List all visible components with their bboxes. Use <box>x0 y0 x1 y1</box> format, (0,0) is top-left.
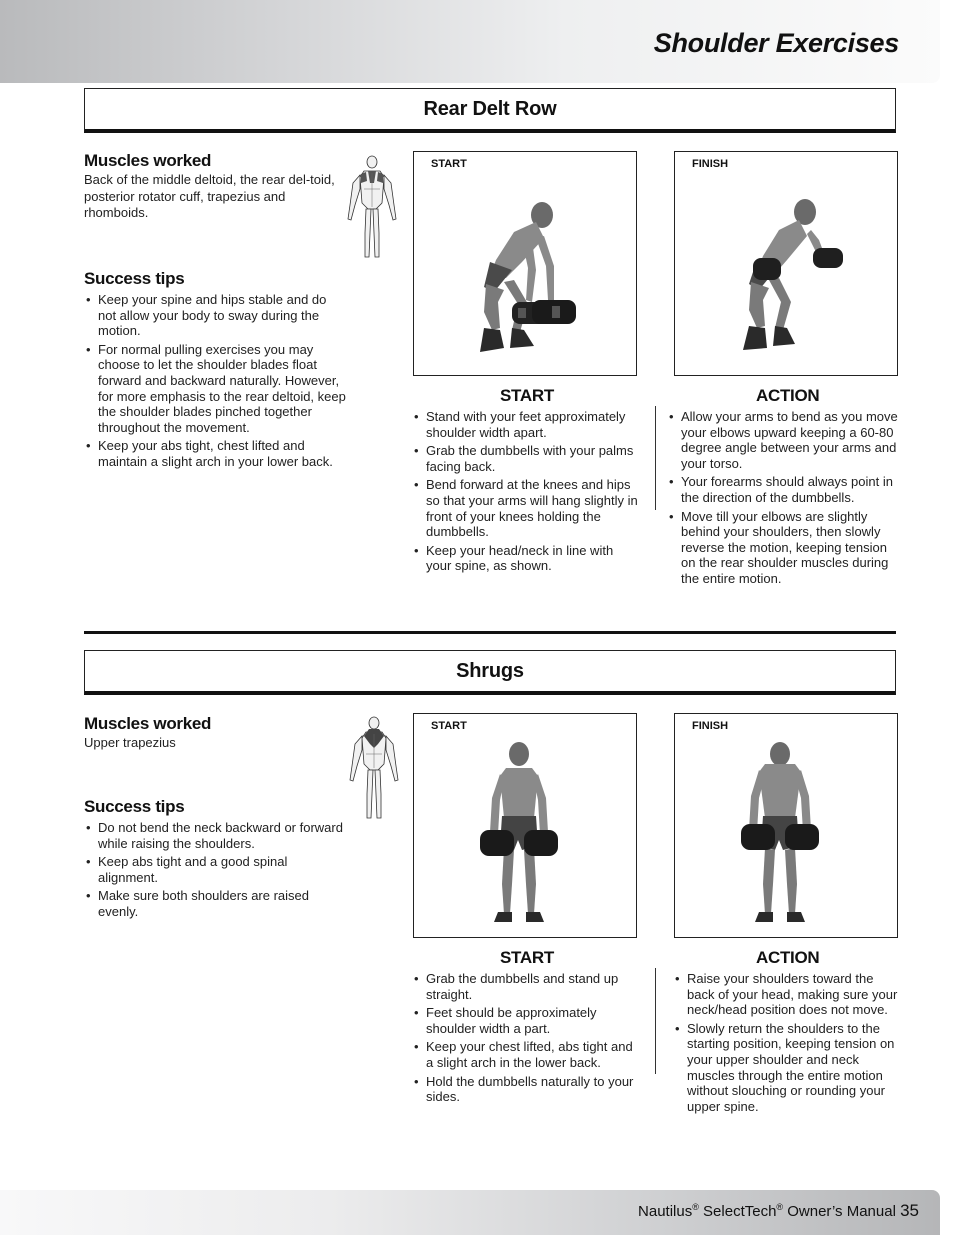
person-standing-icon <box>414 714 636 937</box>
list-item: • Move till your elbows are slightly behind your shoulders, then slowly reverse the motion, keeping tension on the rear shoulder muscles during the entire motion. <box>667 509 899 587</box>
footer-reg-mark: ® <box>776 1202 784 1212</box>
list-item: • Keep your abs tight, chest lifted and maintain a slight arch in your lower back. <box>84 438 346 469</box>
person-bent-over-icon <box>414 152 636 375</box>
photo-start <box>413 151 637 376</box>
photo-label: FINISH <box>692 158 729 170</box>
page-title: Shoulder Exercises <box>653 28 899 58</box>
section-title: Rear Delt Row <box>423 97 557 120</box>
footer <box>638 1201 919 1221</box>
list-item: • Keep your chest lifted, abs tight and a slight arch in the lower back. <box>412 1039 640 1070</box>
start-steps-list <box>412 409 640 577</box>
photo-finish <box>674 151 898 376</box>
section-title: Shrugs <box>456 659 524 682</box>
column-divider <box>655 968 656 1074</box>
section-banner-rear-delt-row <box>84 88 896 133</box>
muscles-worked-heading: Muscles worked <box>84 714 212 733</box>
photo-label: START <box>431 720 467 732</box>
list-item: • Bend forward at the knees and hips so that your arms will hang slightly in front of your knees holding the dumbbells. <box>412 477 640 539</box>
list-item: • Hold the dumbbells naturally to your sides. <box>412 1074 640 1105</box>
action-heading: ACTION <box>756 948 820 967</box>
footer-manual: Owner’s Manual <box>787 1203 896 1220</box>
success-tips-list <box>84 292 346 473</box>
list-item: • Grab the dumbbells with your palms facing back. <box>412 443 640 474</box>
page-number: 35 <box>900 1201 919 1220</box>
person-shrugging-icon <box>675 714 897 937</box>
list-item: • Raise your shoulders toward the back of your head, making sure your neck/head position does not move. <box>673 971 899 1018</box>
anatomy-figure-icon <box>346 153 398 263</box>
muscles-worked-heading: Muscles worked <box>84 151 212 170</box>
person-rowing-icon <box>675 152 897 375</box>
muscles-worked-text: Back of the middle deltoid, the rear del-toid, posterior rotator cuff, trapezius and rhomboids. <box>84 172 335 220</box>
list-item: • Allow your arms to bend as you move your elbows upward keeping a 60-80 degree angle between your arms and your torso. <box>667 409 899 471</box>
photo-label: START <box>431 158 467 170</box>
list-item: • Make sure both shoulders are raised evenly. <box>84 888 346 919</box>
list-item: • Keep your spine and hips stable and do not allow your body to sway during the motion. <box>84 292 346 339</box>
list-item: • Slowly return the shoulders to the starting position, keeping tension on your upper shoulder and neck muscles through the entire motion without slouching or rounding your upper spine. <box>673 1021 899 1115</box>
start-heading: START <box>500 386 554 405</box>
list-item: • For normal pulling exercises you may choose to let the shoulder blades float forward and backward naturally. However, for more emphasis to the rear deltoid, keep the shoulder blades pinched together throughout the movement. <box>84 342 346 436</box>
start-steps-list <box>412 971 640 1108</box>
section-divider <box>84 631 896 634</box>
photo-finish <box>674 713 898 938</box>
list-item: • Your forearms should always point in the direction of the dumbbells. <box>667 474 899 505</box>
success-tips-heading: Success tips <box>84 269 185 288</box>
action-steps-list <box>673 971 899 1117</box>
start-heading: START <box>500 948 554 967</box>
list-item: • Keep your head/neck in line with your spine, as shown. <box>412 543 640 574</box>
anatomy-figure-icon <box>348 714 400 824</box>
action-steps-list <box>667 409 899 590</box>
action-heading: ACTION <box>756 386 820 405</box>
column-divider <box>655 406 656 510</box>
footer-product: SelectTech <box>703 1203 777 1220</box>
list-item: • Stand with your feet approximately shoulder width apart. <box>412 409 640 440</box>
list-item: • Keep abs tight and a good spinal alignment. <box>84 854 346 885</box>
photo-label: FINISH <box>692 720 729 732</box>
success-tips-heading: Success tips <box>84 797 185 816</box>
list-item: • Feet should be approximately shoulder width a part. <box>412 1005 640 1036</box>
photo-start <box>413 713 637 938</box>
section-banner-shrugs <box>84 650 896 695</box>
list-item: • Grab the dumbbells and stand up straight. <box>412 971 640 1002</box>
list-item: • Do not bend the neck backward or forward while raising the shoulders. <box>84 820 346 851</box>
success-tips-list <box>84 820 346 923</box>
footer-reg-mark: ® <box>692 1202 699 1212</box>
footer-brand: Nautilus <box>638 1203 693 1220</box>
muscles-worked-text: Upper trapezius <box>84 735 176 750</box>
